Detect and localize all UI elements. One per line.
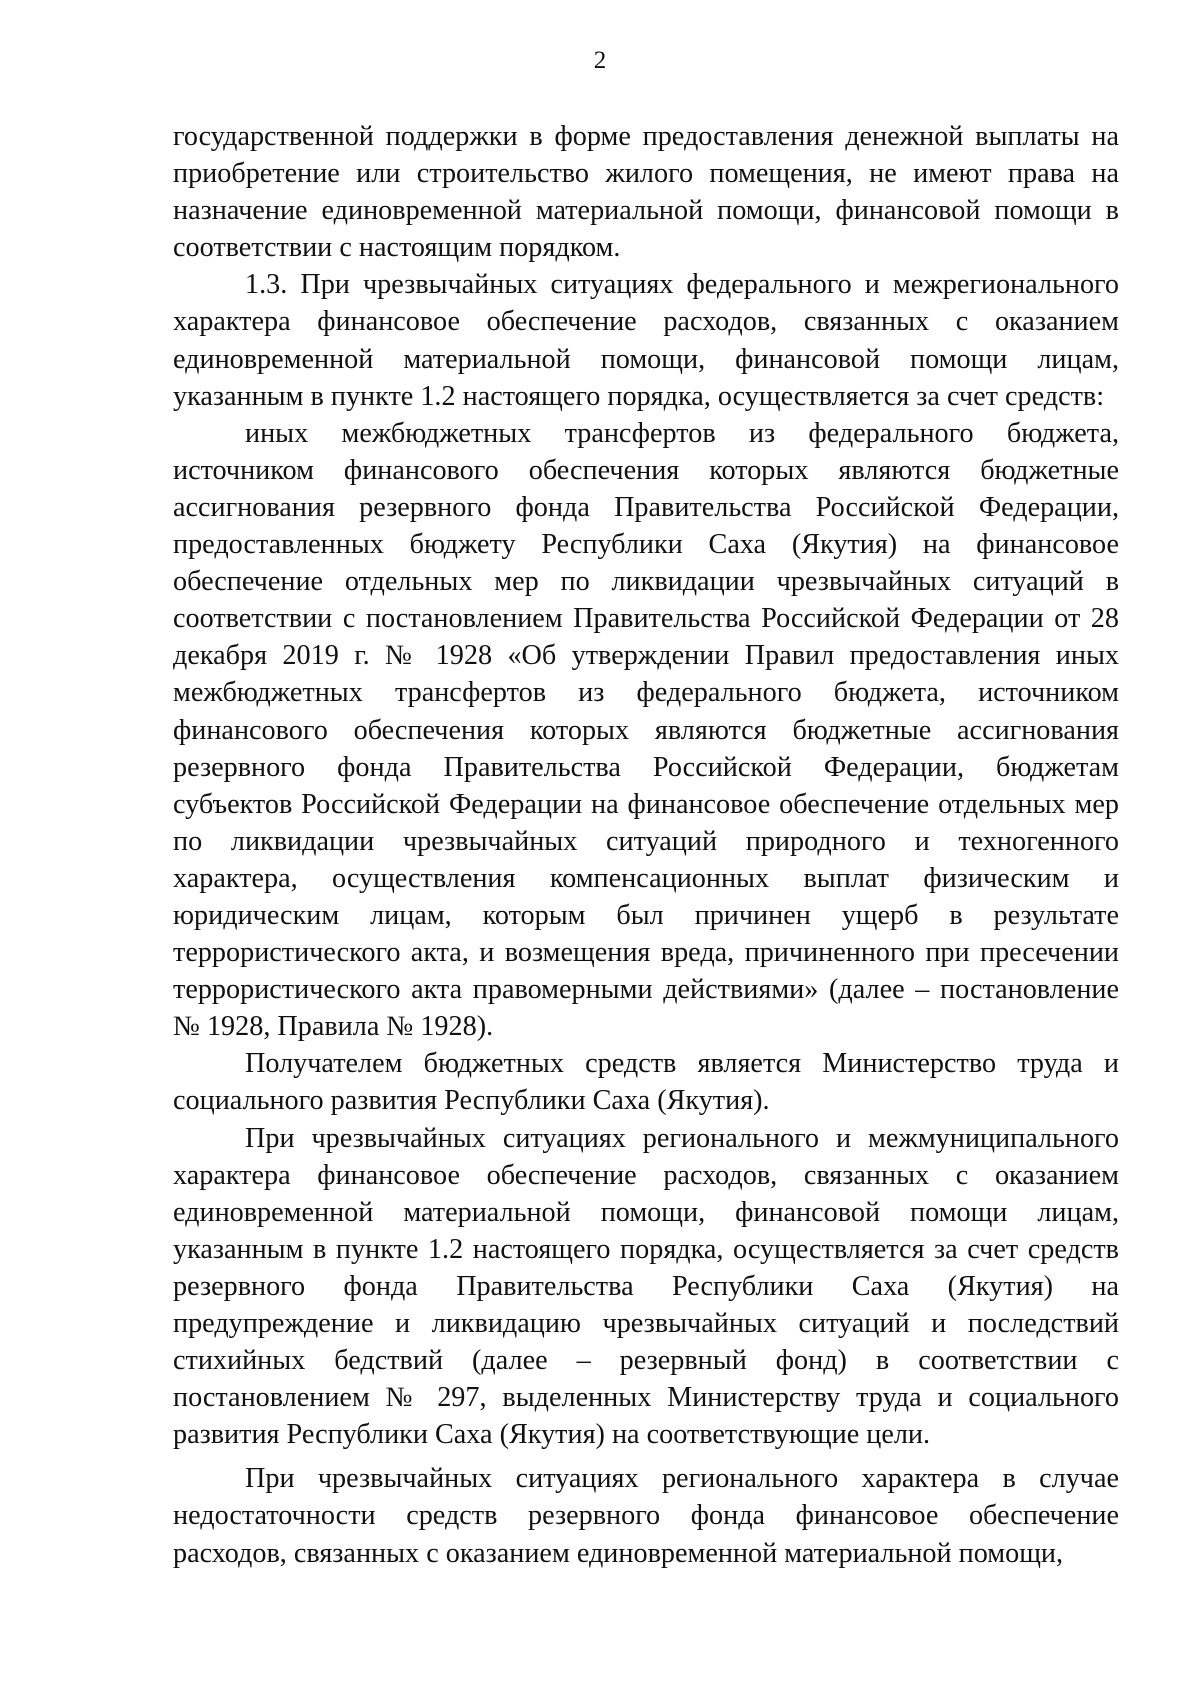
page-number: 2 <box>593 47 607 74</box>
paragraph-continuation: государственной поддержки в форме предоставления денежной выплаты на приобретение или строительство жилого помещения, не имеют права на назначение единовременной материальной помощи, финансовой помощи в соответствии с настоящим порядком. <box>173 121 1119 264</box>
paragraph-clause-1-3: 1.3. При чрезвычайных ситуациях федерального и межрегионального характера финансовое обеспечение расходов, связанных с оказанием единовременной материальной помощи, финансовой помощи лицам, указанным в пункте 1.2 настоящего порядка, осуществляется за счет средств: <box>173 269 1119 412</box>
document-body <box>173 118 1119 1572</box>
paragraph-insufficient-funds: При чрезвычайных ситуациях регионального характера в случае недостаточности средств резервного фонда финансовое обеспечение расходов, связанных с оказанием единовременной материальной помощи, <box>173 1463 1119 1569</box>
paragraph-federal-transfers: иных межбюджетных трансфертов из федерального бюджета, источником финансового обеспечения которых являются бюджетные ассигнования резервного фонда Правительства Российской Федерации, предоставленных бюджету Республики Саха (Якутия) на финансовое обеспечение отдельных мер по ликвидации чрезвычайных ситуаций в соответствии с постановлением Правительства Российской Федерации от 28 декабря 2019 г. № 1928 «Об утверждении Правил предоставления иных межбюджетных трансфертов из федерального бюджета, источником финансового обеспечения которых являются бюджетные ассигнования резервного фонда Правительства Российской Федерации, бюджетам субъектов Российской Федерации на финансовое обеспечение отдельных мер по ликвидации чрезвычайных ситуаций природного и техногенного характера, осуществления компенсационных выплат физическим и юридическим лицам, которым был причинен ущерб в результате террористического акта, и возмещения вреда, причиненного при пресечении террористического акта правомерными действиями» (далее – постановление № 1928, Правила № 1928). <box>173 417 1119 1043</box>
paragraph-budget-recipient: Получателем бюджетных средств является Министерство труда и социального развития Республики Саха (Якутия). <box>173 1048 1119 1117</box>
paragraph-regional-reserve-fund: При чрезвычайных ситуациях регионального и межмуниципального характера финансовое обеспечение расходов, связанных с оказанием единовременной материальной помощи, финансовой помощи лицам, указанным в пункте 1.2 настоящего порядка, осуществляется за счет средств резервного фонда Правительства Республики Саха (Якутия) на предупреждение и ликвидацию чрезвычайных ситуаций и последствий стихийных бедствий (далее – резервный фонд) в соответствии с постановлением № 297, выделенных Министерству труда и социального развития Республики Саха (Якутия) на соответствующие цели. <box>173 1122 1119 1451</box>
